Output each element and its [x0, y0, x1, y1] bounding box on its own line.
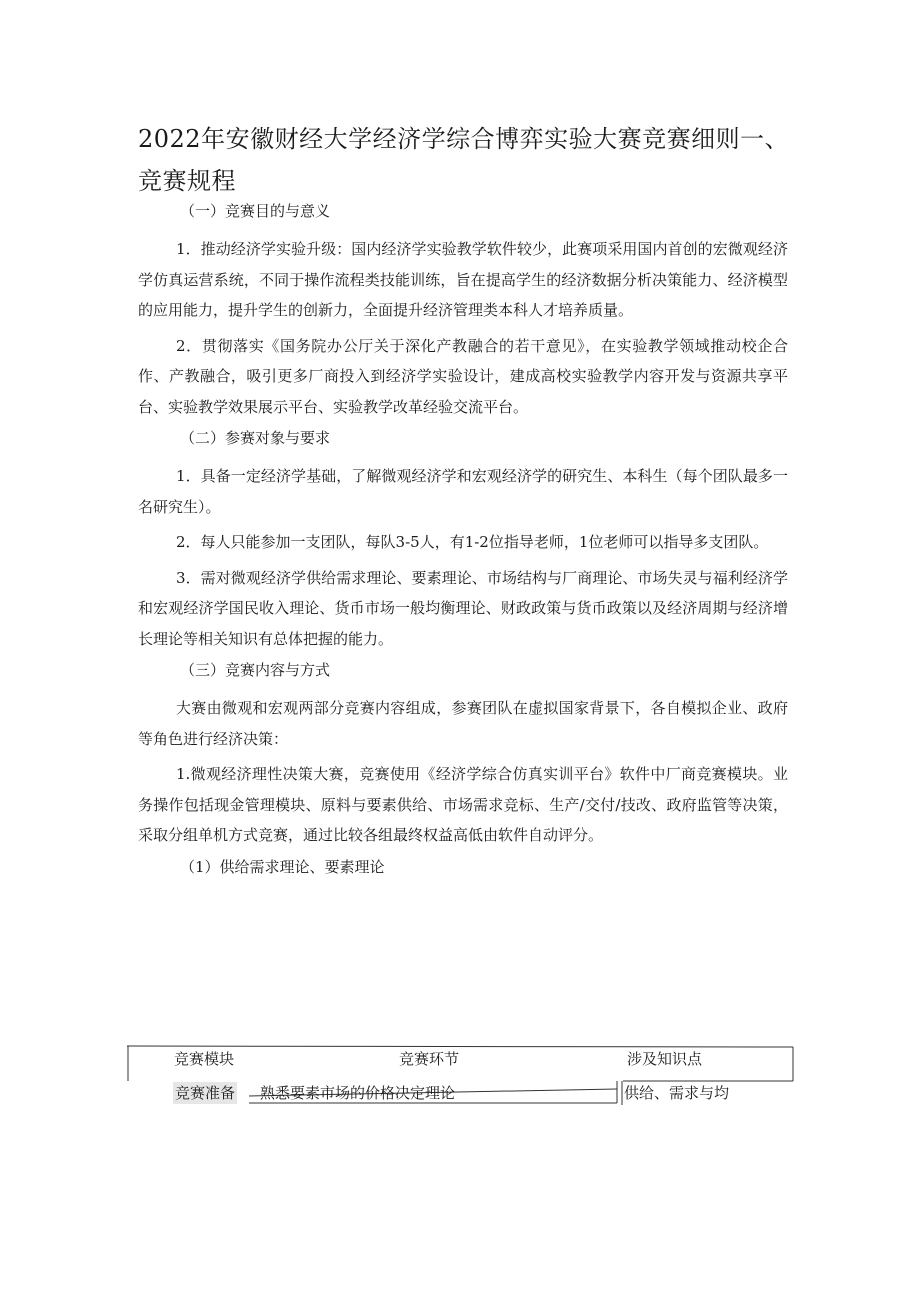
- paragraph: 2．每人只能参加一支团队，每队3-5人，有1-2位指导老师，1位老师可以指导多支团队。: [176, 533, 769, 551]
- paragraph: 1．推动经济学实验升级：国内经济学实验教学软件较少，此赛项采用国内首创的宏微观经济学仿真运营系统，不同于操作流程类技能训练，旨在提高学生的经济数据分析决策能力、经济模型的应用能力，提升学生的创新力，全面提升经济管理类本科人才培养质量。: [138, 240, 788, 319]
- paragraph: 1.微观经济理性决策大赛，竞赛使用《经济学综合仿真实训平台》软件中厂商竞赛模块。业务操作包括现金管理模块、原料与要素供给、市场需求竞标、生产/交付/技改、政府监管等决策，采取分组单机方式竞赛，通过比较各组最终权益高低由软件自动评分。: [138, 765, 788, 844]
- paragraph: 3．需对微观经济学供给需求理论、要素理论、市场结构与厂商理论、市场失灵与福利经济学和宏观经济学国民收入理论、货币市场一般均衡理论、财政政策与货币政策以及经济周期与经济增长理论等相关知识有总体把握的能力。: [138, 568, 788, 648]
- document-body: [138, 200, 788, 890]
- table-header-stage: 竞赛环节: [399, 1050, 460, 1068]
- knowledge-table: [127, 1045, 797, 1115]
- section-heading: （二）参赛对象与要求: [180, 429, 331, 447]
- table-cell-knowledge: 供给、需求与均: [624, 1084, 730, 1102]
- paragraph: 1．具备一定经济学基础，了解微观经济学和宏观经济学的研究生、本科生（每个团队最多一名研究生）。: [138, 467, 788, 516]
- table-cell-stage: 熟悉要素市场的价格决定理论: [260, 1084, 456, 1102]
- paragraph: 2．贯彻落实《国务院办公厅关于深化产教融合的若干意见》，在实验教学领域推动校企合作、产教融合，吸引更多厂商投入到经济学实验设计，建成高校实验教学内容开发与资源共享平台、实验教学效果展示平台、实验教学改革经验交流平台。: [138, 336, 788, 416]
- paragraph: 大赛由微观和宏观两部分竞赛内容组成，参赛团队在虚拟国家背景下，各自模拟企业、政府等角色进行经济决策：: [138, 699, 788, 748]
- table-header-module: 竞赛模块: [174, 1050, 235, 1068]
- table-header-knowledge: 涉及知识点: [627, 1050, 703, 1068]
- table-cell-module: 竞赛准备: [175, 1084, 236, 1102]
- subsection-heading: （1）供给需求理论、要素理论: [180, 857, 385, 876]
- section-heading: （三）竞赛内容与方式: [180, 661, 331, 679]
- section-heading: （一）竞赛目的与意义: [180, 202, 331, 220]
- document-title: 2022年安徽财经大学经济学综合博弈实验大赛竞赛细则一、竞赛规程: [138, 125, 790, 195]
